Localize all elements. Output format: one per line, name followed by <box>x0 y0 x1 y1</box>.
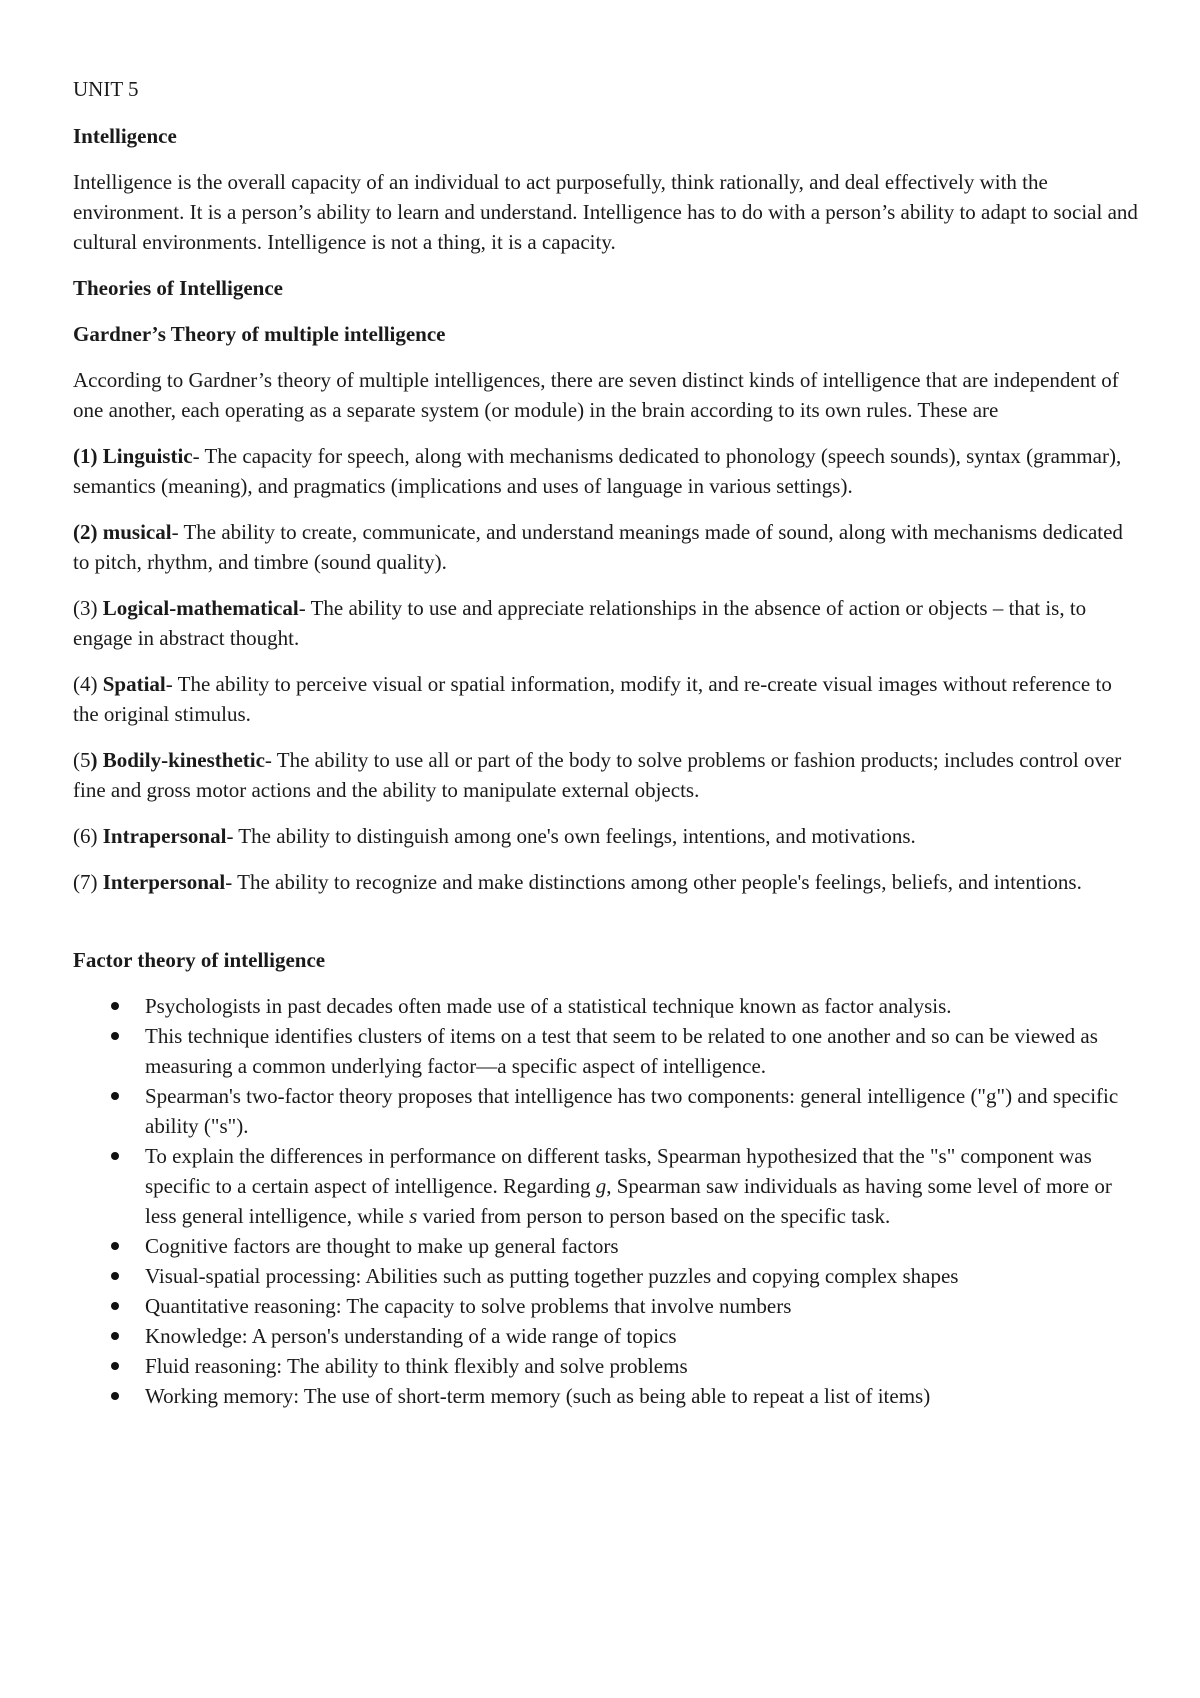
factor-theory-heading: Factor theory of intelligence <box>73 948 326 972</box>
intelligence-heading: Intelligence <box>73 124 177 148</box>
list-item: Quantitative reasoning: The capacity to solve problems that involve numbers <box>73 1291 1140 1321</box>
bullet-icon <box>111 1032 119 1040</box>
bullet-icon <box>111 1092 119 1100</box>
list-item: Knowledge: A person's understanding of a wide range of topics <box>73 1321 1140 1351</box>
list-item: Fluid reasoning: The ability to think flexibly and solve problems <box>73 1351 1140 1381</box>
intelligence-type-item: (7) Interpersonal- The ability to recognize and make distinctions among other people's feelings, beliefs, and intentions. <box>73 870 1082 894</box>
list-item: To explain the differences in performance on different tasks, Spearman hypothesized that the "s" component was specific to a certain aspect of intelligence. Regarding g, Spearman saw individuals as having some level of more or less general intelligence, while s varied from person to person based on the specific task. <box>73 1141 1140 1231</box>
theories-heading: Theories of Intelligence <box>73 276 283 300</box>
bullet-icon <box>111 1362 119 1370</box>
bullet-icon <box>111 1392 119 1400</box>
intelligence-type-item: (6) Intrapersonal- The ability to distinguish among one's own feelings, intentions, and motivations. <box>73 824 916 848</box>
list-item: Cognitive factors are thought to make up general factors <box>73 1231 1140 1261</box>
gardner-intro: According to Gardner’s theory of multiple intelligences, there are seven distinct kinds of intelligence that are independent of one another, each operating as a separate system (or module) in the brain according to its own rules. These are <box>73 368 1119 422</box>
bullet-icon <box>111 1302 119 1310</box>
bullet-icon <box>111 1152 119 1160</box>
intelligence-type-item: (5) Bodily-kinesthetic- The ability to use all or part of the body to solve problems or fashion products; includes control over fine and gross motor actions and the ability to manipulate external objects. <box>73 748 1122 802</box>
list-item: Psychologists in past decades often made use of a statistical technique known as factor analysis. <box>73 991 1140 1021</box>
list-item: Visual-spatial processing: Abilities such as putting together puzzles and copying complex shapes <box>73 1261 1140 1291</box>
unit-title: UNIT 5 <box>73 77 139 101</box>
bullet-icon <box>111 1002 119 1010</box>
list-item: Spearman's two-factor theory proposes that intelligence has two components: general intelligence ("g") and specific ability ("s"). <box>73 1081 1140 1141</box>
intelligence-type-item: (3) Logical-mathematical- The ability to use and appreciate relationships in the absence of action or objects – that is, to engage in abstract thought. <box>73 596 1087 650</box>
factor-theory-list <box>73 991 1140 1411</box>
bullet-icon <box>111 1332 119 1340</box>
intelligence-type-item: (2) musical- The ability to create, communicate, and understand meanings made of sound, along with mechanisms dedicated to pitch, rhythm, and timbre (sound quality). <box>73 520 1123 574</box>
intelligence-type-item: (1) Linguistic- The capacity for speech, along with mechanisms dedicated to phonology (speech sounds), syntax (grammar), semantics (meaning), and pragmatics (implications and uses of language in various settings). <box>73 444 1122 498</box>
bullet-icon <box>111 1242 119 1250</box>
gardner-heading: Gardner’s Theory of multiple intelligence <box>73 322 446 346</box>
list-item: Working memory: The use of short-term memory (such as being able to repeat a list of items) <box>73 1381 1140 1411</box>
intelligence-type-item: (4) Spatial- The ability to perceive visual or spatial information, modify it, and re-create visual images without reference to the original stimulus. <box>73 672 1112 726</box>
list-item: This technique identifies clusters of items on a test that seem to be related to one another and so can be viewed as measuring a common underlying factor—a specific aspect of intelligence. <box>73 1021 1140 1081</box>
intelligence-definition: Intelligence is the overall capacity of an individual to act purposefully, think rationally, and deal effectively with the environment. It is a person’s ability to learn and understand. Intelligence has to do with a person’s ability to adapt to social and cultural environments. Intelligence is not a thing, it is a capacity. <box>73 170 1138 254</box>
bullet-icon <box>111 1272 119 1280</box>
